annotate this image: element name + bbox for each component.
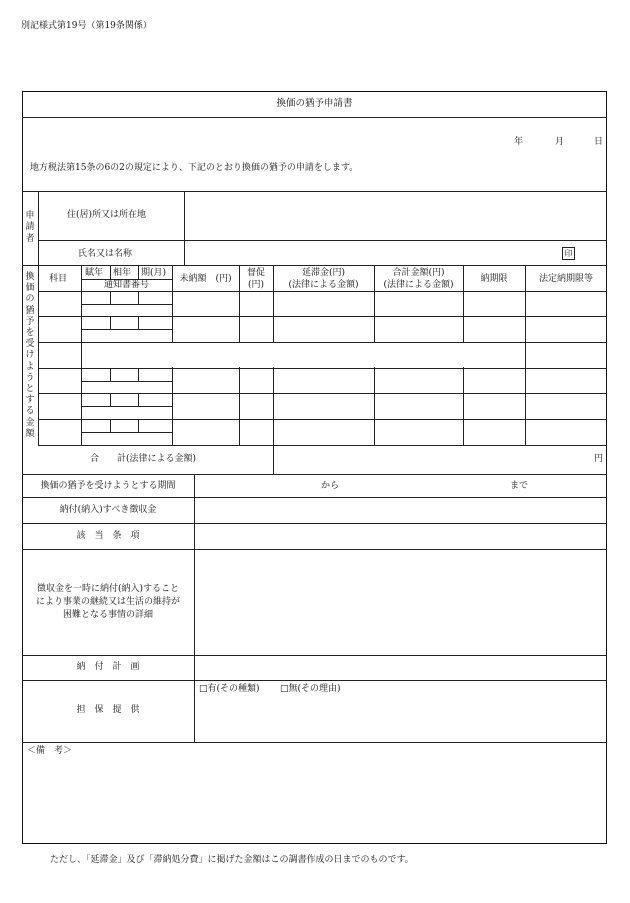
- col-subject: 科目: [49, 274, 68, 284]
- name-label: 氏名又は名称: [78, 249, 133, 259]
- col-total-note: (法律による金額): [383, 280, 454, 290]
- period-from: から: [321, 481, 340, 491]
- form-number-note: 別記様式第19号（第19条関係）: [21, 21, 152, 31]
- hardship-label-3: 困難となる事情の詳細: [62, 610, 153, 620]
- plan-label: 納 付 計 画: [76, 662, 140, 672]
- col-late-fee-note: (法律による金額): [288, 280, 359, 290]
- col-late-fee: 延滞金(円): [301, 268, 346, 278]
- applicant-label: 申 請 者: [25, 211, 35, 244]
- col-total: 合計金額(円): [392, 268, 445, 278]
- security-label: 担 保 提 供: [76, 705, 140, 715]
- col-unpaid: 未納額 (円): [179, 274, 232, 284]
- col-notice-number: 通知書番号: [103, 280, 149, 290]
- col-period: 期(月): [141, 268, 167, 278]
- payable-field[interactable]: [196, 499, 606, 522]
- date-year-label: 年: [514, 137, 524, 147]
- hardship-label-2: により事業の継続又は生活の維持が: [35, 597, 180, 607]
- period-label: 換価の猶予を受けようとする期間: [40, 481, 176, 491]
- intro-text: 地方税法第15条の6の2の規定により、下記のとおり換価の猶予の申請をします。: [30, 163, 359, 173]
- remarks-field[interactable]: [24, 760, 604, 840]
- footnote: ただし、「延滞金」及び「滞納処分費」に掲げた金額はこの調書作成の日までのものです。: [50, 855, 414, 865]
- col-fiscal-year: 賦年: [85, 268, 104, 278]
- period-to: まで: [510, 481, 529, 491]
- clause-label: 該 当 条 項: [76, 531, 140, 541]
- security-option-no[interactable]: □無(その理由): [280, 684, 341, 694]
- clause-field[interactable]: [196, 525, 606, 548]
- address-field[interactable]: [186, 193, 606, 238]
- payable-label: 納付(納入)すべき徴収金: [59, 505, 157, 515]
- total-label: 合 計(法律による金額): [90, 454, 197, 464]
- hardship-field[interactable]: [196, 551, 606, 654]
- total-unit: 円: [594, 454, 604, 464]
- total-amount-field[interactable]: [275, 447, 585, 472]
- deferral-amount-label: 換 価 の 猶 予 を 受 け よ う と す る 金 額: [25, 272, 35, 439]
- security-option-yes[interactable]: □有(その種類): [199, 684, 260, 694]
- col-dunning: 督促: [246, 268, 265, 278]
- col-legal-due-date: 法定納期限等: [538, 274, 593, 284]
- col-relative-year: 相年: [113, 268, 132, 278]
- remarks-label: ＜備 考＞: [27, 746, 73, 756]
- date-month-label: 月: [555, 137, 565, 147]
- hardship-label-1: 徴収金を一時に納付(納入)すること: [36, 584, 180, 594]
- plan-field[interactable]: [196, 657, 606, 679]
- col-due-date: 納期限: [480, 274, 508, 284]
- address-label: 住(居)所又は所在地: [67, 210, 147, 220]
- col-dunning-unit: (円): [247, 280, 265, 290]
- seal-mark: 印: [562, 247, 575, 260]
- name-field[interactable]: [186, 242, 556, 264]
- date-day-label: 日: [594, 137, 604, 147]
- form-title: 換価の猶予申請書: [276, 98, 353, 109]
